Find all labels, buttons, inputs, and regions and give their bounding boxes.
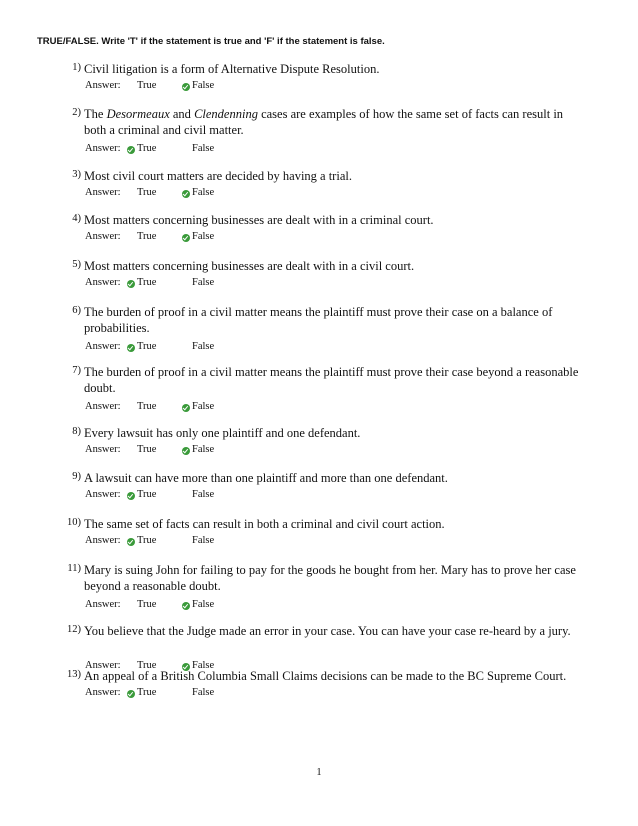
answer-option-false xyxy=(192,341,214,352)
question-text xyxy=(84,106,584,138)
answer-option-label: True xyxy=(137,660,157,671)
answer-option-true xyxy=(137,444,156,455)
check-icon xyxy=(182,83,190,91)
answer-option-label: True xyxy=(137,143,157,154)
answer-option-label: False xyxy=(192,187,215,198)
answer-row xyxy=(85,80,385,94)
answer-row xyxy=(85,599,385,613)
answer-row xyxy=(85,143,385,157)
answer-option-false xyxy=(192,444,214,455)
question-number: 7) xyxy=(72,365,81,376)
question-text: The burden of proof in a civil matter means the plaintiff must prove their case beyond a reasonable doubt. xyxy=(84,365,579,395)
answer-label: Answer: xyxy=(85,341,121,352)
question-text: The burden of proof in a civil matter means the plaintiff must prove their case on a balance of probabilities. xyxy=(84,305,553,335)
check-icon xyxy=(182,447,190,455)
check-icon xyxy=(127,146,135,154)
answer-row xyxy=(85,187,385,201)
answer-option-label: False xyxy=(192,489,215,500)
check-icon xyxy=(127,492,135,500)
question-number: 4) xyxy=(72,213,81,224)
answer-option-false xyxy=(192,401,214,412)
question-number: 13) xyxy=(67,669,81,680)
answer-label: Answer: xyxy=(85,277,121,288)
answer-option-false xyxy=(192,277,214,288)
question-number: 11) xyxy=(67,563,81,574)
question-number: 12) xyxy=(67,624,81,635)
answer-row xyxy=(85,444,385,458)
answer-option-true xyxy=(137,599,156,610)
answer-option-label: False xyxy=(192,143,215,154)
answer-option-true xyxy=(137,401,156,412)
answer-option-false xyxy=(192,231,214,242)
question-text: Most matters concerning businesses are dealt with in a civil court. xyxy=(84,259,415,273)
answer-option-false xyxy=(192,80,214,91)
question-text: Mary is suing John for failing to pay for the goods he bought from her. Mary has to prove her case beyond a reasonable doubt. xyxy=(84,563,576,593)
check-icon xyxy=(127,690,135,698)
answer-option-label: True xyxy=(137,277,157,288)
answer-option-true xyxy=(137,231,156,242)
answer-option-true xyxy=(137,187,156,198)
answer-label: Answer: xyxy=(85,535,121,546)
answer-label: Answer: xyxy=(85,80,121,91)
answer-label: Answer: xyxy=(85,599,121,610)
answer-label: Answer: xyxy=(85,401,121,412)
check-icon xyxy=(182,602,190,610)
answer-option-true xyxy=(137,489,156,500)
answer-option-label: True xyxy=(137,231,157,242)
check-icon xyxy=(182,234,190,242)
answer-option-label: False xyxy=(192,687,215,698)
answer-option-true xyxy=(137,535,156,546)
question-number: 9) xyxy=(72,471,81,482)
answer-label: Answer: xyxy=(85,660,121,671)
answer-row xyxy=(85,535,385,549)
question-number: 10) xyxy=(67,517,81,528)
question-text-part: cases are examples of how the same set of facts can result in both a criminal and civil matter. xyxy=(84,107,564,137)
question-text-part: The xyxy=(84,107,107,121)
answer-label: Answer: xyxy=(85,231,121,242)
answer-row xyxy=(85,277,385,291)
question-number: 5) xyxy=(72,259,81,270)
answer-option-false xyxy=(192,599,214,610)
answer-option-label: True xyxy=(137,444,157,455)
check-icon xyxy=(182,404,190,412)
answer-option-label: True xyxy=(137,687,157,698)
question-number: 6) xyxy=(72,305,81,316)
question-number: 1) xyxy=(72,62,81,73)
answer-option-label: False xyxy=(192,341,215,352)
question-text-part: and xyxy=(169,107,195,121)
answer-option-label: False xyxy=(192,277,215,288)
question-text: Most civil court matters are decided by having a trial. xyxy=(84,169,352,183)
answer-row xyxy=(85,489,385,503)
answer-option-label: False xyxy=(192,401,215,412)
question-text: The same set of facts can result in both a criminal and civil court action. xyxy=(84,517,445,531)
case-name: Desormeaux xyxy=(106,107,170,121)
answer-option-true xyxy=(137,143,156,154)
answer-option-false xyxy=(192,489,214,500)
answer-option-false xyxy=(192,535,214,546)
case-name: Clendenning xyxy=(194,107,258,121)
answer-option-false xyxy=(192,187,214,198)
question-text: Most matters concerning businesses are dealt with in a criminal court. xyxy=(84,213,434,227)
check-icon xyxy=(127,280,135,288)
answer-option-true xyxy=(137,687,156,698)
answer-option-label: False xyxy=(192,660,215,671)
answer-option-label: True xyxy=(137,80,157,91)
answer-option-false xyxy=(192,143,214,154)
question-number: 2) xyxy=(72,107,81,118)
question-text: You believe that the Judge made an error in your case. You can have your case re-heard by a jury. xyxy=(84,624,571,638)
answer-row xyxy=(85,231,385,245)
answer-option-false xyxy=(192,687,214,698)
answer-option-true xyxy=(137,80,156,91)
answer-option-label: True xyxy=(137,599,157,610)
answer-option-true xyxy=(137,277,156,288)
question-text: An appeal of a British Columbia Small Claims decisions can be made to the BC Supreme Court. xyxy=(84,669,567,683)
answer-option-label: True xyxy=(137,401,157,412)
answer-option-label: False xyxy=(192,599,215,610)
answer-option-label: True xyxy=(137,535,157,546)
instructions-header: TRUE/FALSE. Write 'T' if the statement is true and 'F' if the statement is false. xyxy=(37,36,385,47)
page-number: 1 xyxy=(316,767,322,778)
check-icon xyxy=(127,538,135,546)
answer-label: Answer: xyxy=(85,187,121,198)
question-number: 8) xyxy=(72,426,81,437)
question-text: Civil litigation is a form of Alternative Dispute Resolution. xyxy=(84,62,380,76)
question-number: 3) xyxy=(72,169,81,180)
question-text: Every lawsuit has only one plaintiff and one defendant. xyxy=(84,426,361,440)
answer-option-true xyxy=(137,341,156,352)
answer-label: Answer: xyxy=(85,489,121,500)
answer-option-label: False xyxy=(192,444,215,455)
answer-label: Answer: xyxy=(85,444,121,455)
answer-option-label: False xyxy=(192,80,215,91)
answer-option-label: False xyxy=(192,535,215,546)
answer-label: Answer: xyxy=(85,687,121,698)
answer-row xyxy=(85,687,385,701)
check-icon xyxy=(182,190,190,198)
question-text: A lawsuit can have more than one plaintiff and more than one defendant. xyxy=(84,471,448,485)
answer-option-label: True xyxy=(137,489,157,500)
answer-option-label: True xyxy=(137,341,157,352)
answer-option-label: False xyxy=(192,231,215,242)
answer-label: Answer: xyxy=(85,143,121,154)
answer-row xyxy=(85,341,385,355)
answer-option-label: True xyxy=(137,187,157,198)
check-icon xyxy=(127,344,135,352)
answer-row xyxy=(85,401,385,415)
